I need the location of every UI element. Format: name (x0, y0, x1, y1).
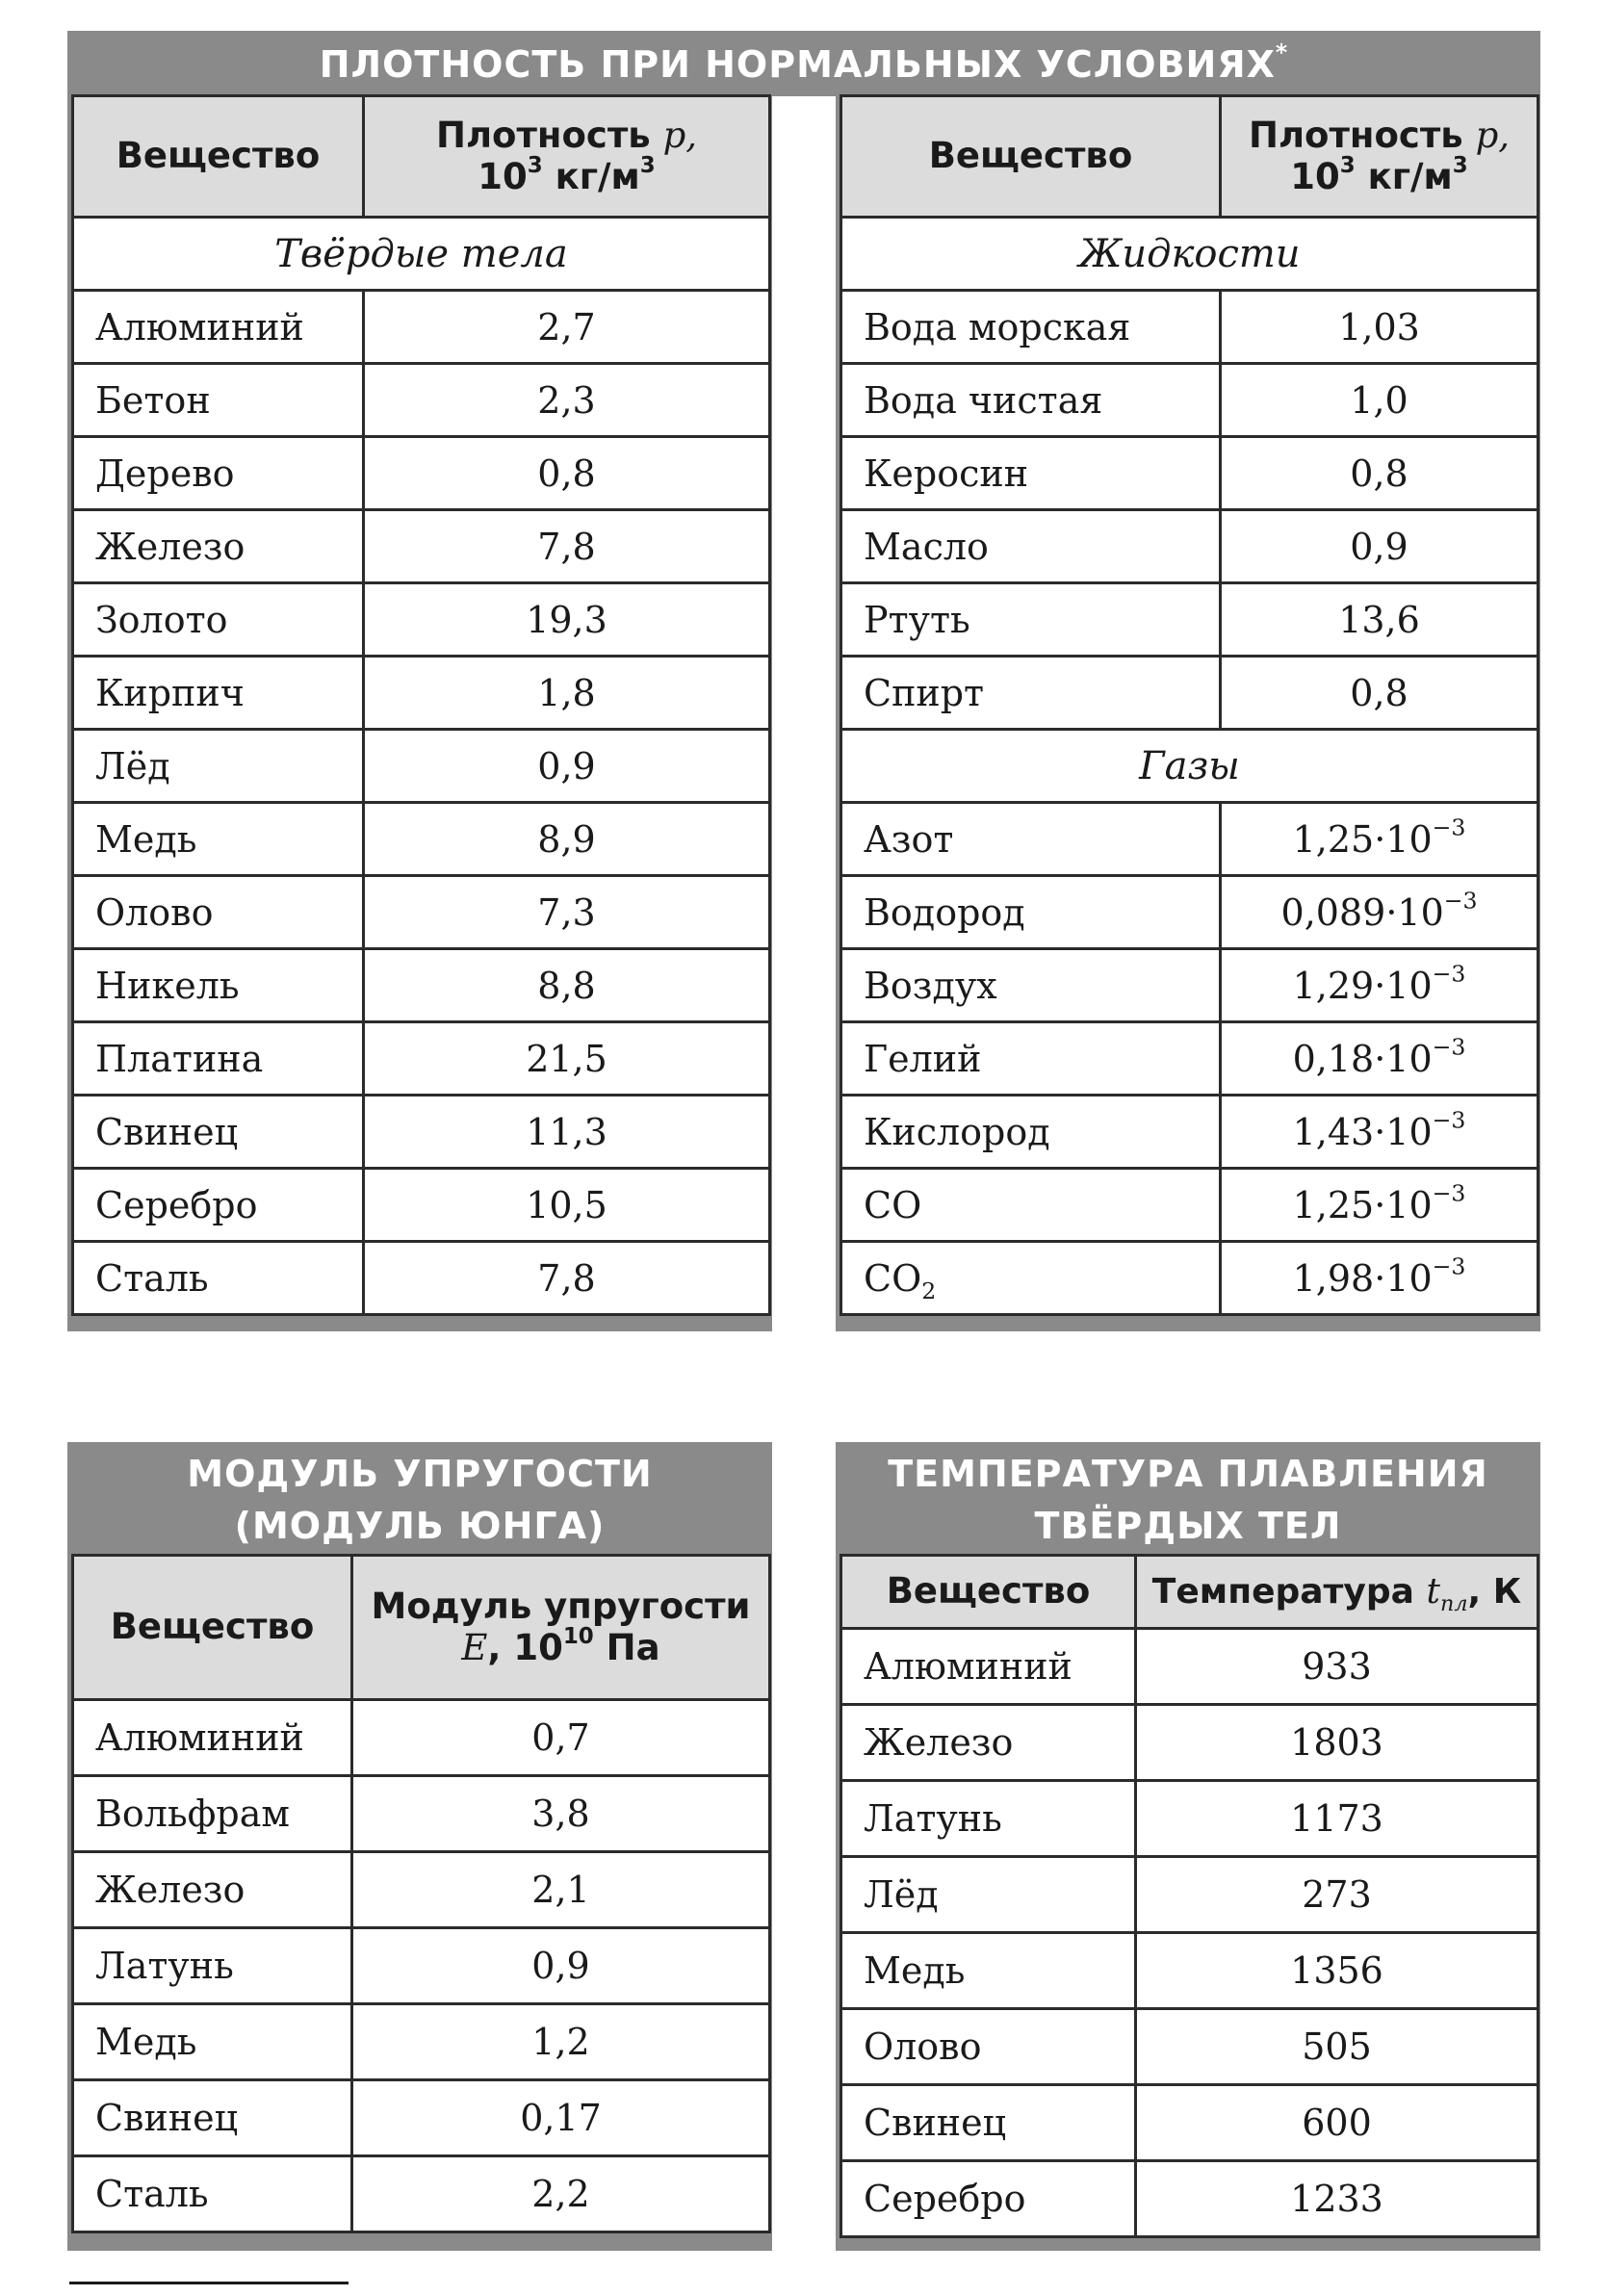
density-exponent: −3 (1432, 813, 1466, 840)
table-row (73, 1022, 770, 1096)
section-label-liquids: Жидкости (841, 218, 1538, 291)
substance-label: Никель (95, 964, 240, 1007)
value-cell (1136, 1705, 1538, 1781)
young-title-line2: (МОДУЛЬ ЮНГА) (234, 1505, 606, 1547)
density-solids-panel (67, 94, 772, 1331)
header-density: Плотность p, $10^3$ $кг/м^3$ (1221, 96, 1538, 218)
density-mantissa: 0,089·10 (1280, 890, 1444, 934)
density-solids-table (71, 94, 771, 1316)
density-value: 21,5 (526, 1037, 607, 1080)
value-cell (364, 583, 770, 657)
density-title-banner (67, 31, 1540, 96)
substance-name (73, 1022, 364, 1096)
value-cell (1136, 1629, 1538, 1705)
table-row (841, 1857, 1538, 1933)
substance-name (841, 1096, 1221, 1169)
value-cell (364, 876, 770, 949)
table-row (73, 583, 770, 657)
value-cell (1221, 803, 1538, 876)
substance-label (864, 1111, 1050, 1153)
substance-label (864, 1184, 921, 1226)
substance-name (841, 657, 1221, 730)
young-header-row (73, 1556, 770, 1700)
value-cell (352, 1928, 770, 2004)
temperature-value: 933 (1302, 1645, 1372, 1688)
density-mantissa: 1,25·10 (1292, 1183, 1433, 1226)
substance-name (841, 364, 1221, 437)
value-cell (1136, 2161, 1538, 2237)
substance-name (73, 1852, 352, 1928)
density-exponent: −3 (1432, 959, 1466, 987)
value-cell (1136, 1857, 1538, 1933)
density-title-footnote-mark: * (1275, 39, 1289, 66)
header-substance: Вещество (841, 1556, 1136, 1629)
density-value: 19,3 (526, 598, 607, 641)
temperature-value: 1173 (1290, 1797, 1383, 1840)
density-value: 1,03 (1338, 305, 1420, 348)
substance-label (864, 1256, 937, 1304)
value-cell (1221, 876, 1538, 949)
table-row (73, 2004, 770, 2080)
density-value: 1,8 (537, 671, 596, 714)
substance-label: Медь (95, 817, 197, 861)
substance-label: Керосин (864, 451, 1029, 495)
temperature-value: 505 (1302, 2025, 1372, 2068)
value-cell (352, 1700, 770, 1776)
value-cell (1136, 2085, 1538, 2161)
substance-label: Серебро (864, 2178, 1026, 2220)
temperature-value: 1233 (1290, 2178, 1383, 2220)
melting-title-line2: ТВЁРДЫХ ТЕЛ (1034, 1505, 1342, 1547)
substance-name (73, 2004, 352, 2080)
density-fluids-table (840, 94, 1539, 1316)
value-cell (1221, 1169, 1538, 1242)
value-cell (364, 437, 770, 510)
substance-name (841, 437, 1221, 510)
substance-name (841, 876, 1221, 949)
table-row (841, 876, 1538, 949)
value-cell (1221, 437, 1538, 510)
value-cell (364, 657, 770, 730)
table-row (841, 1022, 1538, 1096)
melting-temperature-table (840, 1554, 1539, 2238)
substance-label: Латунь (95, 1945, 234, 1987)
header-temperature: Температура $t_{пл}$, К (1136, 1556, 1538, 1629)
section-row-solids (73, 218, 770, 291)
value-cell (364, 803, 770, 876)
value-cell (1136, 1933, 1538, 2009)
substance-name (73, 803, 364, 876)
substance-label: Вода морская (864, 305, 1131, 348)
value-cell (1221, 1096, 1538, 1169)
modulus-value: 0,9 (531, 1945, 590, 1987)
young-title-banner (71, 1442, 768, 1554)
density-value: 1,0 (1350, 378, 1408, 422)
substance-name (73, 2080, 352, 2156)
section-label-gases: Газы (841, 730, 1538, 803)
substance-name (73, 1700, 352, 1776)
table-row (841, 1933, 1538, 2009)
substance-label: Кирпич (95, 671, 245, 714)
substance-name (73, 949, 364, 1022)
substance-name (73, 730, 364, 803)
density-exponent: −3 (1443, 886, 1478, 914)
table-row (73, 730, 770, 803)
density-title: ПЛОТНОСТЬ ПРИ НОРМАЛЬНЫХ УСЛОВИЯХ (319, 43, 1276, 86)
substance-name (841, 291, 1221, 364)
value-cell (1221, 291, 1538, 364)
value-cell (352, 1852, 770, 1928)
substance-name (841, 2161, 1136, 2237)
value-cell (364, 364, 770, 437)
table-row (73, 291, 770, 364)
header-substance: Вещество (73, 1556, 352, 1700)
table-row (73, 803, 770, 876)
melting-temperature-panel (836, 1442, 1540, 2251)
value-cell (364, 510, 770, 583)
temperature-value: 1356 (1290, 1949, 1383, 1992)
substance-name (841, 1705, 1136, 1781)
substance-label (864, 1038, 981, 1080)
modulus-value: 3,8 (531, 1793, 590, 1835)
substance-name (841, 1933, 1136, 2009)
table-row (73, 1928, 770, 2004)
table-row (73, 1852, 770, 1928)
formula-subscript: 2 (921, 1277, 937, 1304)
substance-name (73, 2156, 352, 2232)
substance-label: Спирт (864, 671, 985, 714)
substance-name (73, 437, 364, 510)
table-row (841, 2085, 1538, 2161)
substance-name (73, 1096, 364, 1169)
density-value: 0,9 (537, 744, 596, 787)
value-cell (1136, 1781, 1538, 1857)
value-cell (364, 291, 770, 364)
table-row (73, 1169, 770, 1242)
substance-label: Медь (864, 1949, 966, 1992)
table-row (73, 437, 770, 510)
density-exponent: −3 (1432, 1105, 1466, 1133)
substance-name (73, 876, 364, 949)
value-cell (364, 949, 770, 1022)
substance-label: Вольфрам (95, 1793, 290, 1835)
table-row (73, 1242, 770, 1315)
substance-name (841, 1629, 1136, 1705)
modulus-value: 2,2 (531, 2173, 590, 2215)
substance-label: Серебро (95, 1183, 258, 1226)
substance-name (841, 949, 1221, 1022)
modulus-value: 0,17 (520, 2097, 602, 2139)
substance-name (73, 1169, 364, 1242)
modulus-value: 0,7 (531, 1716, 590, 1759)
density-exponent: −3 (1432, 1178, 1466, 1206)
value-cell (1221, 1022, 1538, 1096)
density-value: 7,8 (537, 525, 596, 568)
young-modulus-table (71, 1554, 771, 2233)
density-value: 7,3 (537, 890, 596, 934)
substance-label (864, 891, 1025, 934)
density-value: 0,8 (1350, 451, 1408, 495)
table-row (841, 2009, 1538, 2085)
density-solids-header-row (73, 96, 770, 218)
value-cell (1221, 510, 1538, 583)
density-mantissa: 1,43·10 (1292, 1110, 1433, 1153)
table-row (73, 364, 770, 437)
temperature-value: 1803 (1290, 1721, 1383, 1764)
table-row (73, 2156, 770, 2232)
substance-name (841, 1169, 1221, 1242)
substance-name (841, 1781, 1136, 1857)
value-cell (1221, 949, 1538, 1022)
substance-label: Сталь (95, 2173, 209, 2215)
young-modulus-panel (67, 1442, 772, 2251)
density-mantissa: 0,18·10 (1292, 1037, 1433, 1080)
value-cell (1221, 583, 1538, 657)
substance-name (841, 583, 1221, 657)
value-cell (364, 1022, 770, 1096)
table-row (73, 510, 770, 583)
young-title-line1: МОДУЛЬ УПРУГОСТИ (187, 1453, 653, 1495)
section-row-gases (841, 730, 1538, 803)
substance-name (841, 510, 1221, 583)
substance-label: Масло (864, 525, 989, 568)
density-value: 2,3 (537, 378, 596, 422)
substance-label: Свинец (864, 2102, 1007, 2144)
value-cell (1136, 2009, 1538, 2085)
substance-label: Свинец (95, 2097, 239, 2139)
substance-label: Латунь (864, 1797, 1002, 1840)
substance-label (864, 965, 997, 1007)
value-cell (1221, 1242, 1538, 1315)
substance-label: Олово (95, 890, 214, 934)
table-row (841, 2161, 1538, 2237)
footnote-rule (69, 2282, 349, 2284)
section-row-liquids (841, 218, 1538, 291)
header-density: Плотность p, $10^3$ $кг/м^3$ (364, 96, 770, 218)
substance-label: Железо (95, 1869, 245, 1911)
density-exponent: −3 (1432, 1251, 1466, 1279)
density-value: 7,8 (537, 1256, 596, 1300)
density-mantissa: 1,25·10 (1292, 817, 1433, 861)
substance-label: Сталь (95, 1256, 209, 1300)
substance-name (841, 1022, 1221, 1096)
substance-label: Алюминий (864, 1645, 1072, 1688)
density-value: 0,8 (537, 451, 596, 495)
substance-label: Алюминий (95, 305, 304, 348)
table-row (841, 1096, 1538, 1169)
substance-label: Алюминий (95, 1716, 304, 1759)
value-cell (1221, 657, 1538, 730)
substance-name (73, 291, 364, 364)
table-row (841, 803, 1538, 876)
substance-name (841, 1242, 1221, 1315)
substance-label: Золото (95, 598, 228, 641)
substance-label: Железо (95, 525, 245, 568)
substance-name (73, 1776, 352, 1852)
value-cell (352, 2156, 770, 2232)
table-row (73, 1096, 770, 1169)
table-row (841, 1781, 1538, 1857)
substance-label: Олово (864, 2025, 982, 2068)
formula-text: CO (864, 1256, 922, 1300)
substance-name (841, 2085, 1136, 2161)
table-row (841, 657, 1538, 730)
substance-label: Вода чистая (864, 378, 1103, 422)
table-row (841, 437, 1538, 510)
formula-text: Гелий (864, 1037, 982, 1080)
melting-title-line1: ТЕМПЕРАТУРА ПЛАВЛЕНИЯ (888, 1453, 1488, 1495)
table-row (841, 583, 1538, 657)
value-cell (364, 1169, 770, 1242)
density-value: 8,9 (537, 817, 596, 861)
table-row (73, 657, 770, 730)
substance-name (73, 657, 364, 730)
modulus-value: 1,2 (531, 2021, 590, 2063)
modulus-value: 2,1 (531, 1869, 590, 1911)
substance-label: Медь (95, 2021, 197, 2063)
substance-label: Платина (95, 1037, 264, 1080)
table-row (841, 364, 1538, 437)
substance-label: Железо (864, 1721, 1014, 1764)
table-row (841, 291, 1538, 364)
density-value: 10,5 (526, 1183, 607, 1226)
density-value: 8,8 (537, 964, 596, 1007)
melting-header-row (841, 1556, 1538, 1629)
substance-name (73, 510, 364, 583)
formula-text: Водород (864, 890, 1025, 934)
value-cell (364, 1096, 770, 1169)
temperature-value: 273 (1302, 1873, 1372, 1916)
value-cell (352, 2004, 770, 2080)
table-row (841, 510, 1538, 583)
substance-label: Лёд (95, 744, 170, 787)
formula-text: Кислород (864, 1110, 1050, 1153)
table-row (841, 1242, 1538, 1315)
table-row (841, 949, 1538, 1022)
density-fluids-header-row (841, 96, 1538, 218)
value-cell (352, 1776, 770, 1852)
value-cell (364, 1242, 770, 1315)
substance-label: Свинец (95, 1110, 239, 1153)
substance-name (841, 1857, 1136, 1933)
substance-label: Ртуть (864, 598, 970, 641)
substance-label: Лёд (864, 1873, 939, 1916)
value-cell (352, 2080, 770, 2156)
density-value: 0,9 (1350, 525, 1408, 568)
value-cell (1221, 364, 1538, 437)
formula-text: Азот (864, 817, 954, 861)
value-cell (364, 730, 770, 803)
density-value: 11,3 (526, 1110, 607, 1153)
header-substance: Вещество (73, 96, 364, 218)
header-substance: Вещество (841, 96, 1221, 218)
formula-text: Воздух (864, 964, 997, 1007)
substance-name (841, 803, 1221, 876)
table-row (841, 1705, 1538, 1781)
table-row (73, 1776, 770, 1852)
temperature-value: 600 (1302, 2102, 1372, 2144)
table-row (73, 2080, 770, 2156)
table-row (841, 1169, 1538, 1242)
substance-name (73, 583, 364, 657)
density-value: 2,7 (537, 305, 596, 348)
substance-name (73, 364, 364, 437)
substance-name (73, 1242, 364, 1315)
table-row (73, 949, 770, 1022)
melting-title-banner (840, 1442, 1537, 1554)
table-row (73, 1700, 770, 1776)
density-fluids-panel (836, 94, 1540, 1331)
density-mantissa: 1,98·10 (1292, 1256, 1433, 1300)
header-modulus: Модуль упругости E, $10^{10}$ Па (352, 1556, 770, 1700)
density-value: 0,8 (1350, 671, 1408, 714)
formula-text: CO (864, 1183, 922, 1226)
section-label-solids: Твёрдые тела (73, 218, 770, 291)
density-value: 13,6 (1338, 598, 1420, 641)
substance-label (864, 818, 953, 861)
density-mantissa: 1,29·10 (1292, 964, 1433, 1007)
table-row (73, 876, 770, 949)
substance-label: Бетон (95, 378, 211, 422)
substance-name (73, 1928, 352, 2004)
density-exponent: −3 (1432, 1032, 1466, 1060)
substance-name (841, 2009, 1136, 2085)
substance-label: Дерево (95, 451, 235, 495)
table-row (841, 1629, 1538, 1705)
